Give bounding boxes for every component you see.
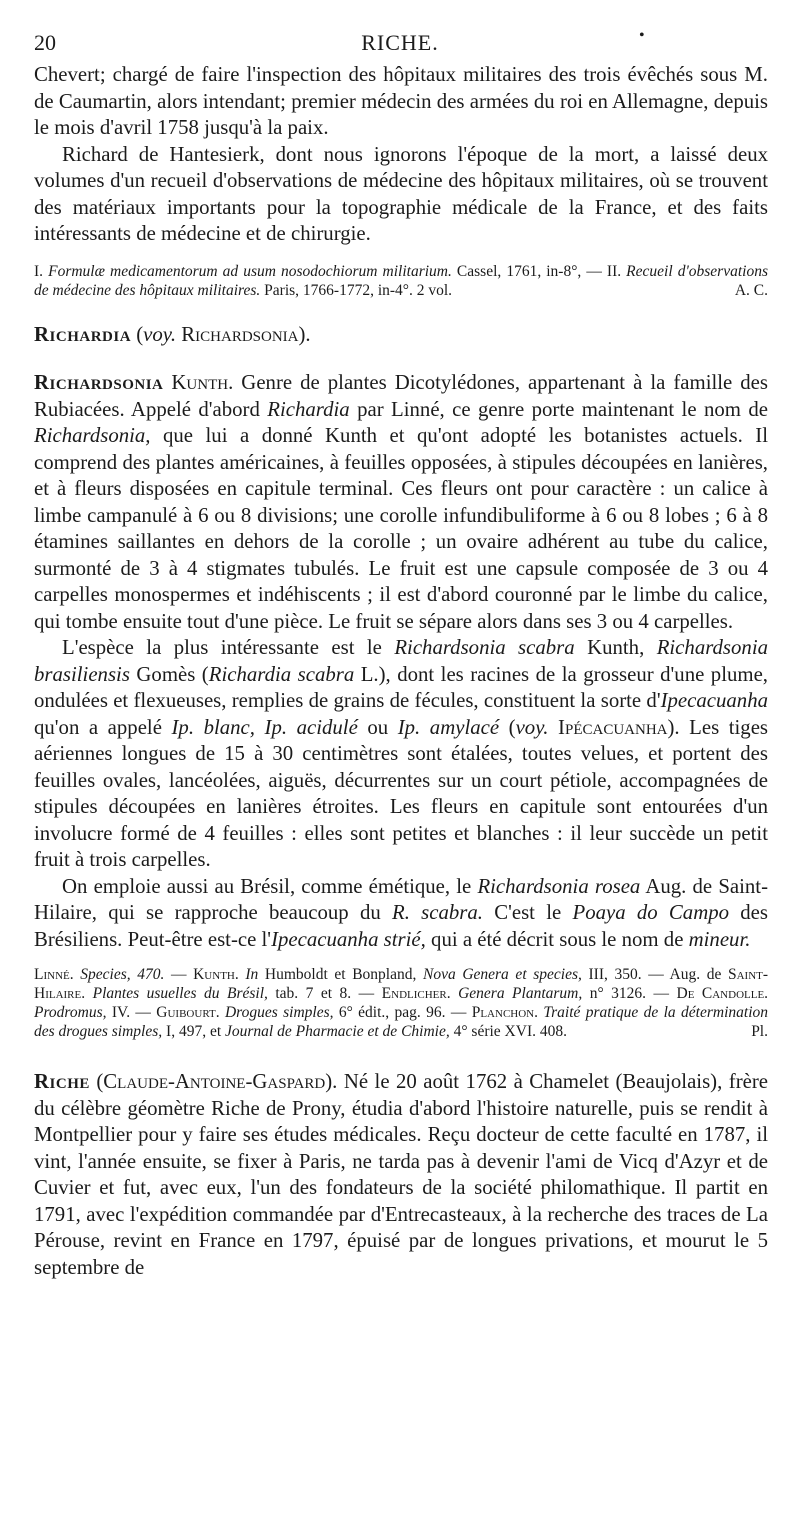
header-mark: •: [639, 27, 645, 44]
paragraph-hantesierk: Richard de Hantesierk, dont nous ignorons l'époque de la mort, a laissé deux volumes d'un recueil d'observations de médecine des hôpitaux militaires, où se trouvent des matériaux importants pour la topographie médicale de la France, et des faits intéressants de médecine et de chirurgie.: [34, 142, 768, 245]
entry-headword: Richardsonia: [34, 371, 164, 394]
bibliography-richardsonia: Linné. Species, 470. — Kunth. In Humboldt et Bonpland, Nova Genera et species, III, 350. — Aug. de Saint-Hilaire. Plantes usuelles du Brésil, tab. 7 et 8. — Endlicher. Genera Plantarum, n° 3126. — De Candolle. Prodromus, IV. — Guibourt. Drogues simples, 6° édit., pag. 96. — Planchon. Traité pratique de la détermination des drogues simples, I, 497, et Journal de Pharmacie et de Chimie, 4° série XVI. 408. Pl.: [34, 966, 769, 1040]
entry-headword: Richardia: [34, 322, 132, 346]
running-title: RICHE.: [361, 30, 439, 55]
running-header: [34, 27, 766, 60]
entry-richardia: Richardia (voy. Richardsonia).: [34, 322, 311, 346]
author-signature: Pl.: [751, 1023, 768, 1040]
page-number: 20: [34, 30, 56, 55]
entry-riche: Riche (Claude-Antoine-Gaspard). Né le 20 août 1762 à Chamelet (Beaujolais), frère du célèbre géomètre Riche de Prony, étudia d'abord l'histoire naturelle, puis se rendit à Montpellier pour y faire ses études médicales. Reçu docteur de cette faculté en 1787, il vint, l'année ensuite, se fixer à Paris, ne tarda pas à devenir l'ami de Vicq d'Azyr et de Cuvier et fut, avec eux, l'un des fondateurs de la société philomathique. Il partit en 1791, avec l'expédition commandée par d'Entrecasteaux, à la recherche des traces de La Pérouse, revint en France en 1797, épuisé par de longues privations, et mourut le 5 septembre de: [34, 1070, 769, 1279]
entry-richardsonia: Richardsonia Kunth. Genre de plantes Dicotylédones, appartenant à la famille des Rubiacées. Appelé d'abord Richardia par Linné, ce genre porte maintenant le nom de Richardsonia, que lui a donné Kunth et qu'ont adopté les botanistes actuels. Il comprend des plantes américaines, à feuilles opposées, à stipules découpées en lanières, et à fleurs disposées en capitule terminal. Ces fleurs ont pour caractère : un calice à limbe campanulé à 6 ou 8 divisions; une corolle infundibuliforme à 6 ou 8 lobes ; 6 à 8 étamines saillantes en dehors de la corolle ; un ovaire adhérent au tube du calice, surmonté de 3 à 4 stigmates tubulés. Le fruit est une capsule composée de 3 ou 4 carpelles monospermes et indéhiscents ; il est d'abord couronné par le limbe du calice, qui tombe ensuite tout d'une pièce. Le fruit se sépare alors dans ses 3 ou 4 carpelles.: [34, 371, 768, 633]
paragraph-chevert: Chevert; chargé de faire l'inspection des hôpitaux militaires des trois évêchés sous M. de Caumartin, alors intendant; premier médecin des armées du roi en Allemagne, depuis le mois d'avril 1758 jusqu'à la paix.: [34, 63, 768, 139]
entry-headword: Riche: [34, 1070, 90, 1093]
paragraph-bresil: On emploie aussi au Brésil, comme émétique, le Richardsonia rosea Aug. de Saint-Hilaire, qui se rapproche beaucoup du R. scabra. C'est le Poaya do Campo des Brésiliens. Peut-être est-ce l'Ipecacuanha strié, qui a été décrit sous le nom de mineur.: [34, 874, 768, 951]
paragraph-espece: L'espèce la plus intéressante est le Richardsonia scabra Kunth, Richardsonia brasiliensis Gomès (Richardia scabra L.), dont les racines de la grosseur d'une plume, ondulées et flexueuses, remplies de grains de fécules, constituent la sorte d'Ipecacuanha qu'on a appelé Ip. blanc, Ip. acidulé ou Ip. amylacé (voy. Ipécacuanha). Les tiges aériennes longues de 15 à 30 centimètres sont étalées, toutes velues, et portent des feuilles ovales, lancéolées, aiguës, décurrentes sur un court pétiole, accompagnées de stipules découpées en lanières étroites. Les fleurs en capitule sont entourées d'un involucre formé de 4 feuilles : elles sont petites et blanches : il leur succède un petit fruit à trois carpelles.: [34, 636, 769, 871]
bibliography-richard: I. Formulæ medicamentorum ad usum nosodochiorum militarium. Cassel, 1761, in-8°, — II. Recueil d'observations de médecine des hôpitaux militaires. Paris, 1766-1772, in-4°. 2 vol. A. C.: [34, 262, 768, 299]
page-body: [34, 62, 768, 1281]
author-signature: A. C.: [734, 281, 768, 299]
